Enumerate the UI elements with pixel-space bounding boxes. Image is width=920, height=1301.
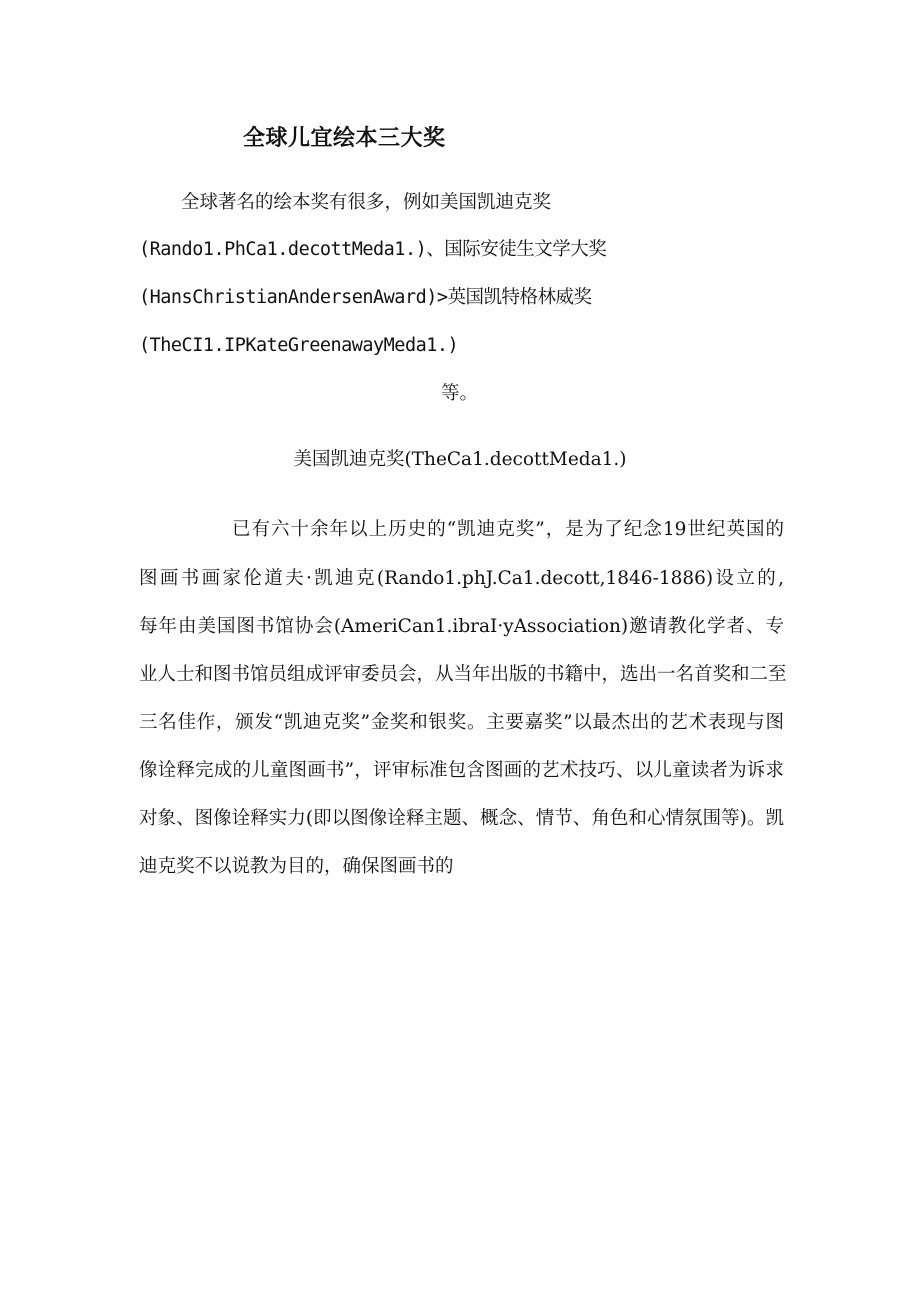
body-line: 三名佳作，颁发“凯迪克奖”金奖和银奖。主要嘉奖”以最杰出的艺术表现与图 xyxy=(139,712,784,733)
body-line: 每年由美国图书馆协会(AmeriCan1.ibraI·yAssociation)邀请教化学者、专 xyxy=(139,616,784,637)
body-line: 像诠释完成的儿童图画书”，评审标准包含图画的艺术技巧、以儿童读者为诉求 xyxy=(139,760,784,781)
intro-line-4: (TheCI1.IPKateGreenawayMeda1.) xyxy=(139,335,459,356)
section-heading: 美国凯迪克奖(TheCa1.decottMeda1.) xyxy=(293,449,627,470)
body-line: 图画书画家伦道夫·凯迪克(Rando1.phJ.Ca1.decott,1846-1886)设立的, xyxy=(139,568,784,589)
page-title: 全球儿宜绘本三大奖 xyxy=(243,126,446,151)
body-line: 业人士和图书馆员组成评审委员会，从当年出版的书籍中，选出一名首奖和二至 xyxy=(139,664,787,685)
body-line: 已有六十余年以上历史的“凯迪克奖”，是为了纪念19世纪英国的 xyxy=(232,519,784,540)
intro-line-1: 全球著名的绘本奖有很多，例如美国凯迪克奖 xyxy=(181,192,552,213)
body-line: 对象、图像诠释实力(即以图像诠释主题、概念、情节、角色和心情氛围等)。凯 xyxy=(139,808,784,829)
intro-line-5: 等。 xyxy=(441,383,479,404)
body-line: 迪克奖不以说教为目的，确保图画书的 xyxy=(139,856,454,877)
intro-line-3: (HansChristianAndersenAward)>英国凯特格林威奖 xyxy=(139,287,592,308)
intro-line-2: (Rando1.PhCa1.decottMeda1.)、国际安徒生文学大奖 xyxy=(139,239,607,260)
